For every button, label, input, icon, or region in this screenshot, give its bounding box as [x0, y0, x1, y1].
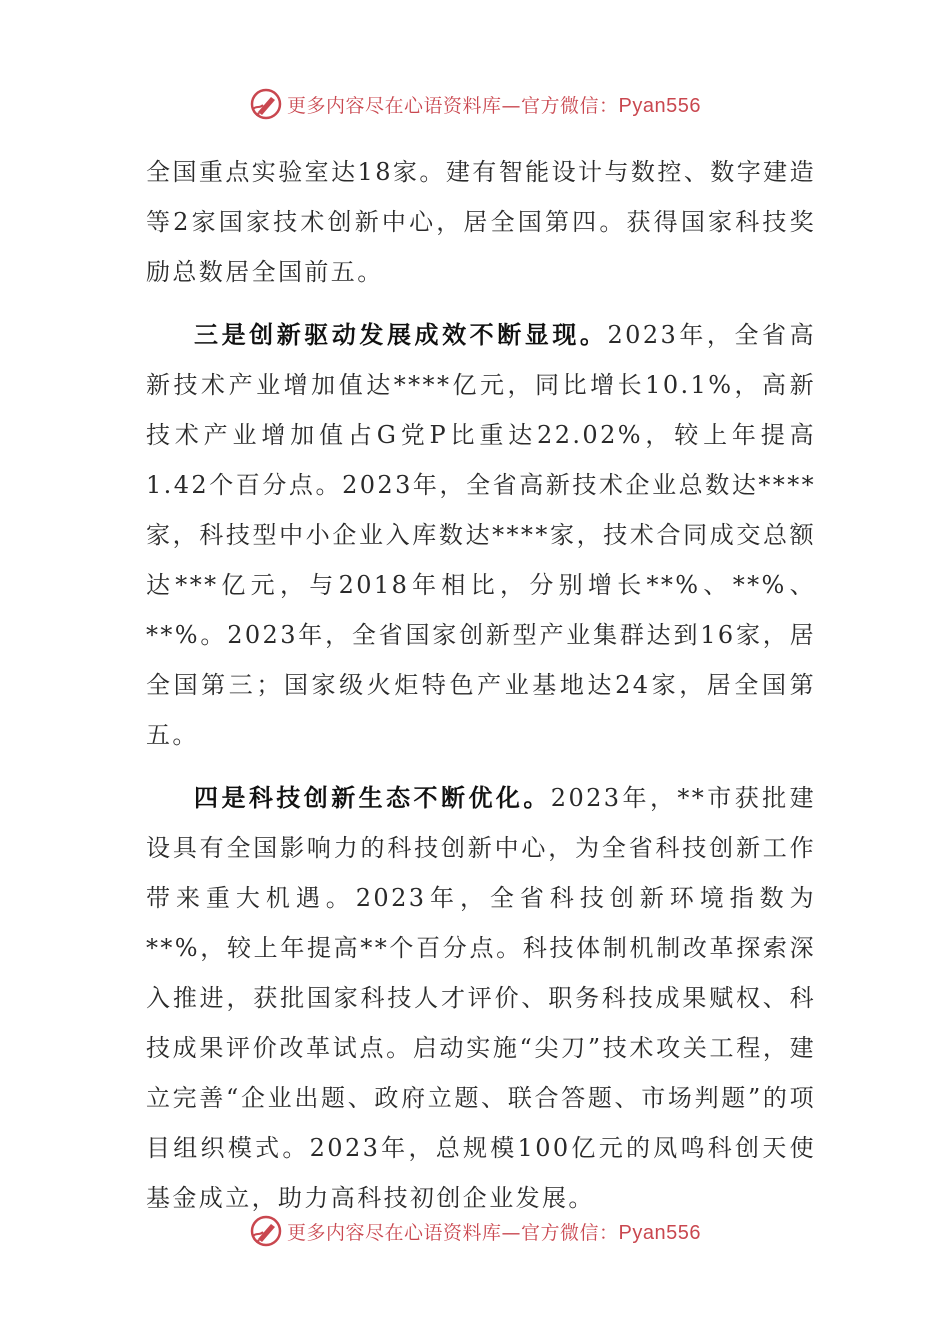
pen-nib-logo-icon	[249, 1214, 283, 1248]
banner-dash: —	[501, 94, 522, 117]
footer-banner	[0, 1211, 950, 1251]
banner-text	[287, 91, 701, 118]
paragraph-body: 全国重点实验室达18家。建有智能设计与数控、数字建造等2家国家技术创新中心，居全国第四。获得国家科技奖励总数居全国前五。	[146, 158, 816, 286]
banner-main-text: 更多内容尽在心语资料库	[287, 94, 502, 117]
banner-wx-id: Pyan556	[618, 94, 701, 117]
paragraph-section-three	[146, 310, 816, 760]
paragraph-lead-heading: 三是创新驱动发展成效不断显现。	[194, 320, 608, 349]
header-banner	[0, 84, 950, 124]
banner-main-text: 更多内容尽在心语资料库	[287, 1221, 502, 1244]
banner-wx-label: 官方微信：	[521, 1221, 619, 1244]
banner-wx-label: 官方微信：	[521, 94, 619, 117]
banner-wx-id: Pyan556	[618, 1221, 701, 1244]
pen-nib-logo-icon	[249, 87, 283, 121]
banner-dash: —	[501, 1221, 522, 1244]
paragraph-section-four	[146, 773, 816, 1223]
paragraph-body: 2023年，全省高新技术产业增加值达****亿元，同比增长10.1%，高新技术产业增加值占G党P比重达22.02%，较上年提高1.42个百分点。2023年，全省高新技术企业总数达****家，科技型中小企业入库数达****家，技术合同成交总额达***亿元，与2018年相比，分别增长**%、**%、**%。2023年，全省国家创新型产业集群达到16家，居全国第三；国家级火炬特色产业基地达24家，居全国第五。	[146, 321, 816, 749]
banner-text	[287, 1218, 701, 1245]
paragraph-body: 2023年，**市获批建设具有全国影响力的科技创新中心，为全省科技创新工作带来重大机遇。2023年，全省科技创新环境指数为**%，较上年提高**个百分点。科技体制机制改革探索深入推进，获批国家科技人才评价、职务科技成果赋权、科技成果评价改革试点。启动实施“尖刀”技术攻关工程，建立完善“企业出题、政府立题、联合答题、市场判题”的项目组织模式。2023年，总规模100亿元的凤鸣科创天使基金成立，助力高科技初创企业发展。	[146, 784, 816, 1212]
paragraph-lead-heading: 四是科技创新生态不断优化。	[194, 783, 551, 812]
paragraph-continuation	[146, 147, 816, 297]
document-body	[146, 147, 816, 1223]
